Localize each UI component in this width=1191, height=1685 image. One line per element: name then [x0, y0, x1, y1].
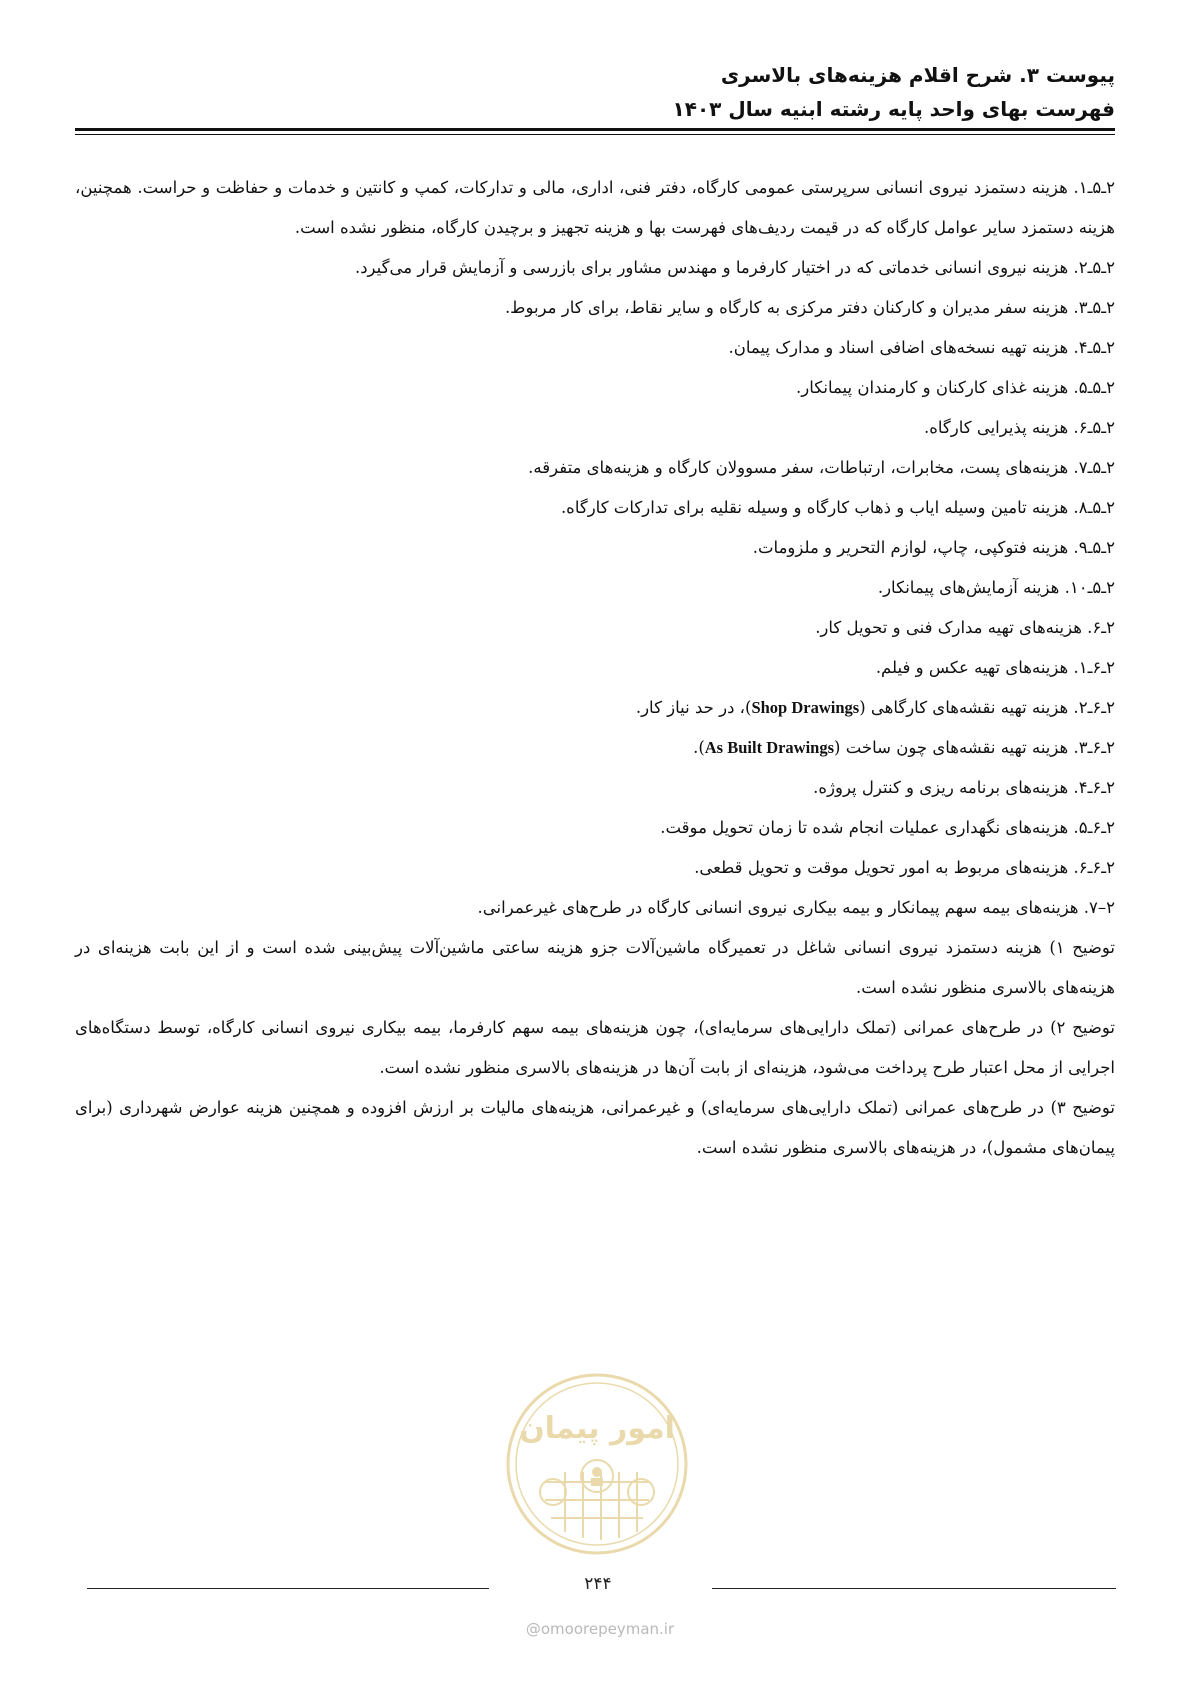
as-built-drawings-term: As Built Drawings: [704, 738, 835, 757]
paragraph-2-5-3: ۲ـ۵ـ۳. هزینه سفر مدیران و کارکنان دفتر مرکزی به کارگاه و سایر نقاط، برای کار مربوط.: [504, 298, 1115, 317]
page-header: [75, 58, 1115, 126]
paragraph-2-6-3-before: ۲ـ۶ـ۳. هزینه تهیه نقشه‌های چون ساخت (: [834, 738, 1115, 757]
paragraph-2-6-5: ۲ـ۶ـ۵. هزینه‌های نگهداری عملیات انجام شده تا زمان تحویل موقت.: [660, 818, 1115, 837]
paragraph-2-5-6: ۲ـ۵ـ۶. هزینه پذیرایی کارگاه.: [923, 418, 1115, 437]
paragraph-2-6-2-before: ۲ـ۶ـ۲. هزینه تهیه نقشه‌های کارگاهی (: [859, 698, 1115, 717]
page-number: ۲۴۴: [584, 1574, 612, 1594]
watermark-url: @omoorepeyman.ir: [525, 1620, 675, 1638]
paragraph-2-5-1: ۲ـ۵ـ۱. هزینه دستمزد نیروی انسانی سرپرستی عمومی کارگاه، دفتر فنی، اداری، مالی و تدارکات، کمپ و کانتین و خدمات و حفاظت و حراست. همچنین، هزینه دستمزد سایر عوامل کارگاه که در قیمت ردیف‌های فهرست بها و هزینه تجهیز و برچیدن کارگاه، منظور نشده است.: [75, 178, 1115, 237]
note-1: توضیح ۱) هزینه دستمزد نیروی انسانی شاغل در تعمیرگاه ماشین‌آلات جزو هزینه ساعتی ماشین‌آلات پیش‌بینی شده است و از این بابت هزینه‌ای در هزینه‌های بالاسری منظور نشده است.: [75, 938, 1115, 997]
footer-rule-right: [712, 1588, 1116, 1589]
note-2: توضیح ۲) در طرح‌های عمرانی (تملک دارایی‌های سرمایه‌ای)، چون هزینه‌های بیمه سهم کارفرما، بیمه بیکاری نیروی انسانی کارگاه، توسط دستگاه‌های اجرایی از محل اعتبار طرح پرداخت می‌شود، هزینه‌ای از بابت آن‌ها در هزینه‌های بالاسری منظور نشده است.: [75, 1018, 1115, 1077]
paragraph-2-6-2: [75, 688, 1115, 728]
paragraph-2-6-3-after: ).: [693, 738, 705, 757]
footer-rule-left: [87, 1588, 489, 1589]
header-rule-thin: [75, 134, 1115, 135]
paragraph-2-6: ۲ـ۶. هزینه‌های تهیه مدارک فنی و تحویل کار.: [815, 618, 1115, 637]
paragraph-2-5-9: ۲ـ۵ـ۹. هزینه فتوکپی، چاپ، لوازم التحریر و ملزومات.: [752, 538, 1115, 557]
paragraph-2-5-8: ۲ـ۵ـ۸. هزینه تامین وسیله ایاب و ذهاب کارگاه و وسیله نقلیه برای تدارکات کارگاه.: [560, 498, 1115, 517]
paragraph-2-6-6: ۲ـ۶ـ۶. هزینه‌های مربوط به امور تحویل موقت و تحویل قطعی.: [694, 858, 1115, 877]
paragraph-2-6-1: ۲ـ۶ـ۱. هزینه‌های تهیه عکس و فیلم.: [875, 658, 1115, 677]
paragraph-2-5-5: ۲ـ۵ـ۵. هزینه غذای کارکنان و کارمندان پیمانکار.: [796, 378, 1115, 397]
omoorepeyman-seal-logo: [505, 1372, 689, 1556]
header-line-1: پیوست ۳. شرح اقلام هزینه‌های بالاسری: [720, 63, 1115, 87]
paragraph-2-6-3: [75, 728, 1115, 768]
paragraph-2-6-2-after: )، در حد نیاز کار.: [635, 698, 752, 717]
header-line-2: فهرست بهای واحد پایه رشته ابنیه سال ۱۴۰۳: [672, 97, 1115, 121]
paragraph-2-5-7: ۲ـ۵ـ۷. هزینه‌های پست، مخابرات، ارتباطات، سفر مسوولان کارگاه و هزینه‌های متفرقه.: [528, 458, 1115, 477]
paragraph-2-5-2: ۲ـ۵ـ۲. هزینه نیروی انسانی خدماتی که در اختیار کارفرما و مهندس مشاور برای بازرسی و آزمایش قرار می‌گیرد.: [354, 258, 1115, 277]
svg-text:امور پیمان: امور پیمان: [519, 1411, 675, 1446]
paragraph-2-5-10: ۲ـ۵ـ۱۰. هزینه آزمایش‌های پیمانکار.: [877, 578, 1115, 597]
header-rule-thick: [75, 128, 1115, 131]
document-body: [75, 168, 1115, 1168]
note-3: توضیح ۳) در طرح‌های عمرانی (تملک دارایی‌های سرمایه‌ای) و غیرعمرانی، هزینه‌های مالیات بر ارزش افزوده و همچنین هزینه عوارض شهرداری (برای پیمان‌های مشمول)، در هزینه‌های بالاسری منظور نشده است.: [75, 1098, 1115, 1157]
shop-drawings-term: Shop Drawings: [751, 698, 860, 717]
paragraph-2-5-4: ۲ـ۵ـ۴. هزینه تهیه نسخه‌های اضافی اسناد و مدارک پیمان.: [728, 338, 1115, 357]
paragraph-2-6-4: ۲ـ۶ـ۴. هزینه‌های برنامه ریزی و کنترل پروژه.: [813, 778, 1115, 797]
paragraph-2-7: ۲–۷. هزینه‌های بیمه سهم پیمانکار و بیمه بیکاری نیروی انسانی کارگاه در طرح‌های غیرعمرانی.: [477, 898, 1115, 917]
